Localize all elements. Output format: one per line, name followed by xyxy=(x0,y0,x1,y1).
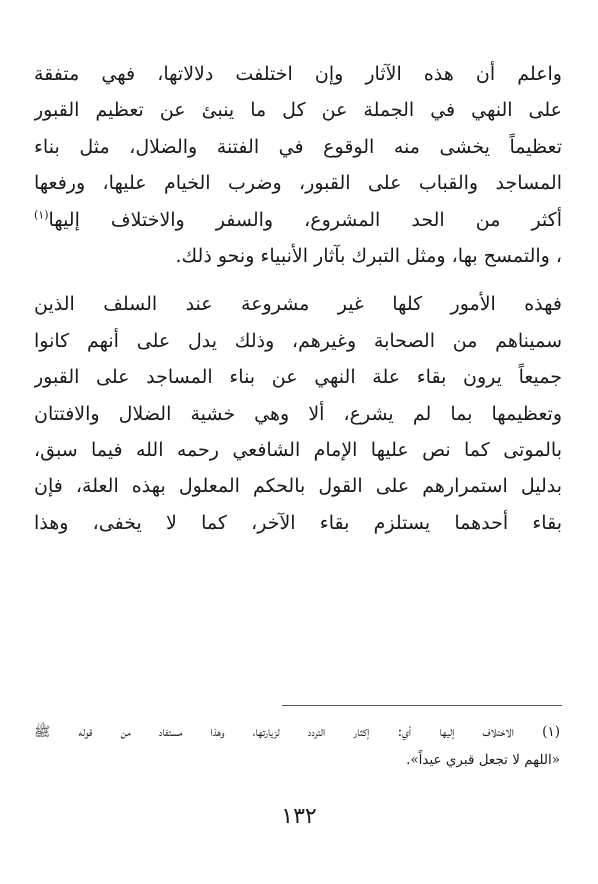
text-line: ، والتمسح بها، ومثل التبرك بآثار الأنبياء ونحو ذلك. xyxy=(175,244,562,267)
text-line: واعلم أن هذه الآثار وإن اختلفت دلالاتها، فهي متفقة xyxy=(34,63,562,85)
text-line: على النهي في الجملة عن كل ما ينبئ عن تعظيم القبور xyxy=(34,99,562,122)
text-line: فهذه الأمور كلها غير مشروعة عند السلف الذين xyxy=(34,293,562,316)
text-line: بقاء أحدهما يستلزم بقاء الآخر، كما لا يخفى، وهذا xyxy=(34,511,562,534)
footnote-divider xyxy=(282,705,562,706)
text-line: تعظيماً يخشى منه الوقوع في الفتنة والضلال، مثل بناء xyxy=(34,135,562,158)
footnote xyxy=(34,718,560,774)
page-number: ١٣٢ xyxy=(281,804,317,829)
text-line: سميناهم من الصحابة وغيرهم، وذلك يدل على أنهم كانوا xyxy=(34,329,562,352)
text-line: جميعاً يرون بقاء علة النهي عن بناء المساجد على القبور xyxy=(34,366,562,389)
paragraph-2 xyxy=(34,286,562,541)
text-line: بالموتى كما نص عليها الإمام الشافعي رحمه الله فيما سبق، xyxy=(34,438,562,461)
text-segment: أكثر من الحد المشروع، والسفر والاختلاف إليها xyxy=(48,208,562,231)
paragraph-1 xyxy=(34,56,562,274)
text-line: المساجد والقباب على القبور، وضرب الخيام عليها، ورفعها xyxy=(34,172,562,195)
main-text xyxy=(34,56,562,541)
text-line: بدليل استمرارهم على القول بالحكم المعلول بهذه العلة، فإن xyxy=(34,475,562,498)
text-line: وتعظيمها بما لم يشرع، ألا وهي خشية الضلال والافتتان xyxy=(34,402,562,425)
footnote-line: (١) الاختلاف إليها أي: إكثار التردد لزيارتها، وهذا مستفاد من قوله ﷺ xyxy=(34,724,560,740)
text-line-with-footnote xyxy=(34,202,562,238)
footnote-line: «اللهم لا تجعل قبري عيداً». xyxy=(406,752,560,768)
footnote-reference[interactable]: (١) xyxy=(34,208,49,222)
